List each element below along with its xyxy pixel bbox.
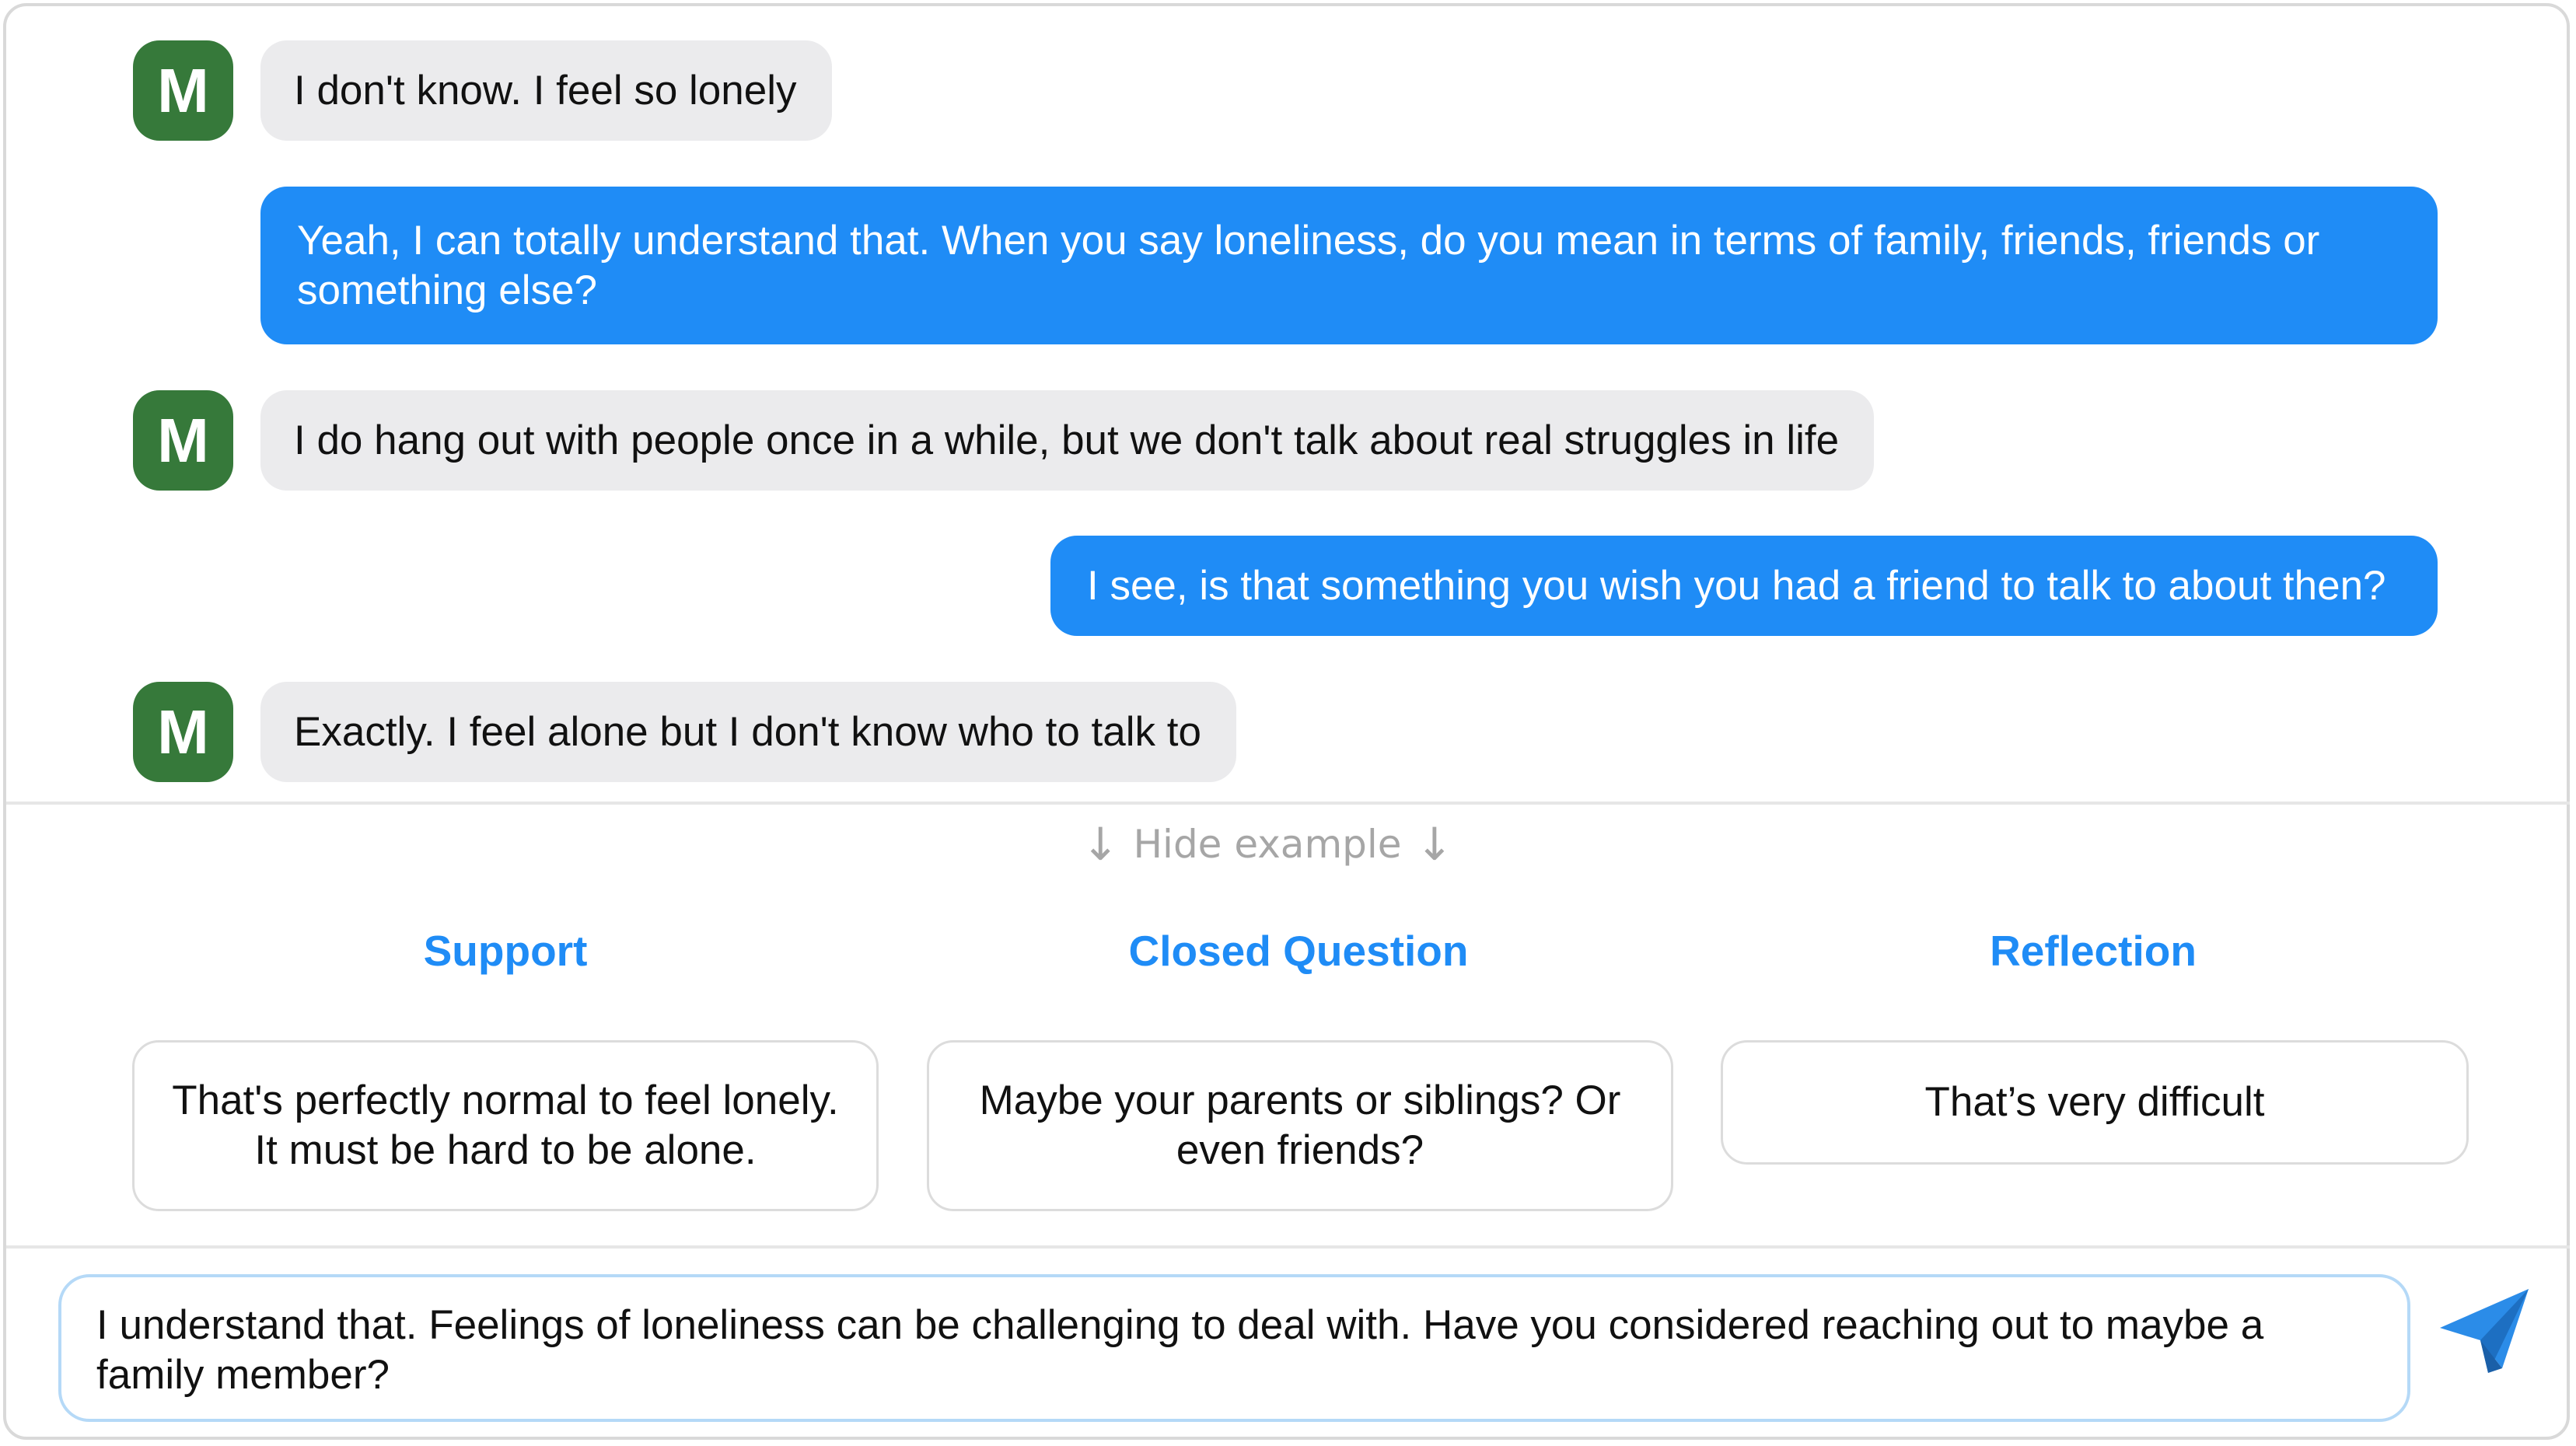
user-avatar — [133, 390, 233, 491]
send-button[interactable] — [2434, 1281, 2535, 1382]
avatar-letter: M — [157, 697, 209, 767]
hide-example-toggle[interactable] — [1073, 813, 1462, 875]
example-text: That's perfectly normal to feel lonely. It must be hard to be alone. — [172, 1078, 839, 1173]
assistant-message-bubble — [1050, 536, 2438, 636]
assistant-message-bubble — [260, 187, 2438, 344]
message-text: I do hang out with people once in a while, but we don't talk about real struggles in life — [294, 417, 1840, 463]
example-text: Maybe your parents or siblings? Or even friends? — [979, 1078, 1621, 1173]
example-text: That’s very difficult — [1924, 1079, 2265, 1125]
user-message-bubble — [260, 390, 1874, 491]
user-avatar — [133, 40, 233, 141]
example-card-support[interactable] — [132, 1040, 879, 1211]
avatar-letter: M — [157, 55, 209, 125]
category-reflection-heading: Reflection — [1990, 927, 2197, 975]
category-closed-question-heading: Closed Question — [1128, 927, 1469, 975]
message-text: I don't know. I feel so lonely — [294, 67, 797, 114]
message-input[interactable] — [58, 1274, 2410, 1422]
divider — [6, 802, 2570, 805]
arrow-down-icon: ↓ — [1081, 818, 1120, 871]
message-text: Yeah, I can totally understand that. When you say loneliness, do you mean in terms of family, friends, friends or something else? — [297, 217, 2320, 313]
user-message-bubble — [260, 682, 1236, 782]
divider — [6, 1245, 2570, 1249]
user-avatar — [133, 682, 233, 782]
example-card-closed-question[interactable] — [927, 1040, 1673, 1211]
message-text: I see, is that something you wish you had a friend to talk to about then? — [1087, 562, 2386, 609]
user-message-bubble — [260, 40, 832, 141]
send-icon — [2434, 1281, 2535, 1382]
message-input-value: I understand that. Feelings of loneliness can be challenging to deal with. Have you considered reaching out to maybe a family member? — [96, 1302, 2264, 1398]
example-card-reflection[interactable] — [1721, 1040, 2469, 1165]
avatar-letter: M — [157, 405, 209, 475]
arrow-down-icon: ↓ — [1415, 818, 1454, 871]
message-text: Exactly. I feel alone but I don't know who to talk to — [294, 708, 1201, 755]
hide-example-label: Hide example — [1133, 822, 1402, 867]
category-support-heading: Support — [423, 927, 588, 975]
